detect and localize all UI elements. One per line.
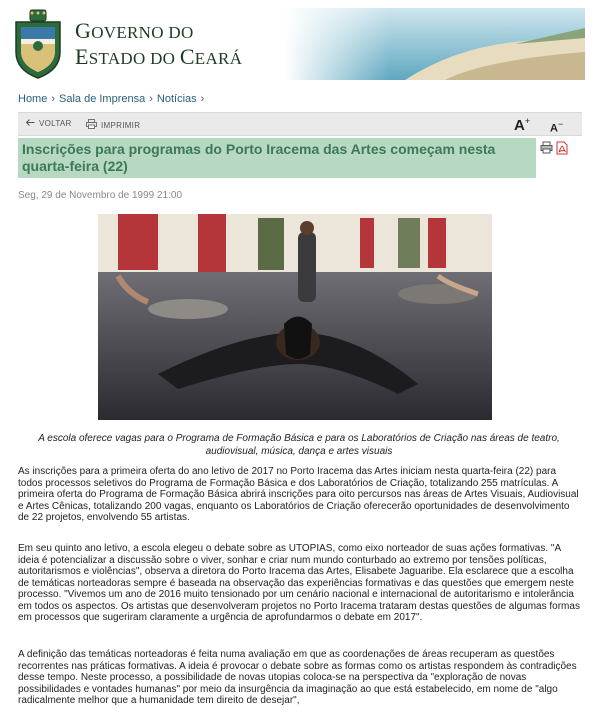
article-actions xyxy=(540,141,568,158)
print-icon[interactable] xyxy=(540,141,553,158)
font-decrease-button[interactable]: A− xyxy=(550,119,564,135)
state-crest-logo[interactable] xyxy=(12,8,64,80)
breadcrumb-separator: › xyxy=(200,93,205,105)
font-increase-button[interactable]: A+ xyxy=(514,116,531,134)
article-paragraph: A definição das temáticas norteadoras é feita numa avaliação em que as coordenações de áreas recuperam as questões recorrentes nas práticas formativas. A ideia é provocar o debate sobre as formas como os artistas respondem às contradições desse tempo. Neste processo, a possibilidade de novas utopias coloca-se na perspectiva da "exploração de novas possibilidades e vontades humanas" por meio da insurgência da imaginação ao que está estabelecido, em nome de "algo radicalmente melhor que a humanidade tem direito de desejar", xyxy=(18,649,577,706)
breadcrumb-home[interactable]: Home xyxy=(18,93,48,105)
header-beach-banner xyxy=(285,8,585,80)
back-button[interactable] xyxy=(26,119,72,128)
article-toolbar xyxy=(18,112,582,136)
print-button[interactable] xyxy=(86,119,140,131)
breadcrumb-separator: › xyxy=(51,93,56,105)
article-title: Inscrições para programas do Porto Iracema das Artes começam nesta quarta-feira (22) xyxy=(22,141,496,174)
breadcrumb-separator: › xyxy=(149,93,153,105)
breadcrumb xyxy=(18,93,208,105)
article-photo xyxy=(98,214,492,420)
breadcrumb-noticias[interactable]: Notícias xyxy=(156,93,197,105)
left-arrow-icon xyxy=(26,119,35,128)
back-label: VOLTAR xyxy=(39,119,72,128)
photo-caption: A escola oferece vagas para o Programa de Formação Básica e para os Laboratórios de Criação nas áreas de teatro, audiovisual, música, dança e artes visuais xyxy=(38,433,560,457)
breadcrumb-sala-de-imprensa[interactable]: Sala de Imprensa xyxy=(59,93,146,105)
printer-icon xyxy=(86,119,97,131)
article-title-bar xyxy=(18,138,536,178)
article-date: Seg, 29 de Novembro de 1999 21:00 xyxy=(18,190,183,201)
pdf-icon[interactable] xyxy=(556,141,568,158)
article-paragraph: Em seu quinto ano letivo, a escola elegeu o debate sobre as UTOPIAS, como eixo norteador de suas ações formativas. "A ideia é potencializar a discussão sobre o viver, sonhar e criar num mundo conturbado ao extremo por tensões políticas, autoritarismos e violências", observa a diretora do Porto Iracema das Artes, Elisabete Jaguaribe. Ela esclarece que a escolha de temáticas norteadoras sempre é baseada na observação das experiências formativas e das questões que emergem neste processo. "Vivemos um ano de 2016 muito tensionado por um cenário nacional e internacional de autoritarismo e intolerância em todos os aspectos. Os artistas que desenvolveram projetos no Porto Iracema trataram destas questões de algumas formas em processos que sugeriram claramente a urgência de aprofundarmos o debate em 2017". xyxy=(18,543,580,623)
article-paragraph: As inscrições para a primeira oferta do ano letivo de 2017 no Porto Iracema das Artes iniciam nesta quarta-feira (22) para todos processos seletivos do Programa de Formação Básica e dos Laboratórios de Criação, totalizando 255 matrículas. A primeira oferta do Programa de Formação Básica abrirá inscrições para oito percursos nas áreas de Artes Visuais, Audiovisual e Artes Cênicas, totalizando 200 vagas, enquanto os Laboratórios de Criação oferecerão oportunidades de desenvolvimento de 22 projetos, envolvendo 55 artistas. xyxy=(18,466,579,523)
site-header xyxy=(0,0,595,85)
print-label: IMPRIMIR xyxy=(101,120,141,130)
government-title[interactable]: GOVERNO DO ESTADO DO CEARÁ xyxy=(75,18,243,69)
